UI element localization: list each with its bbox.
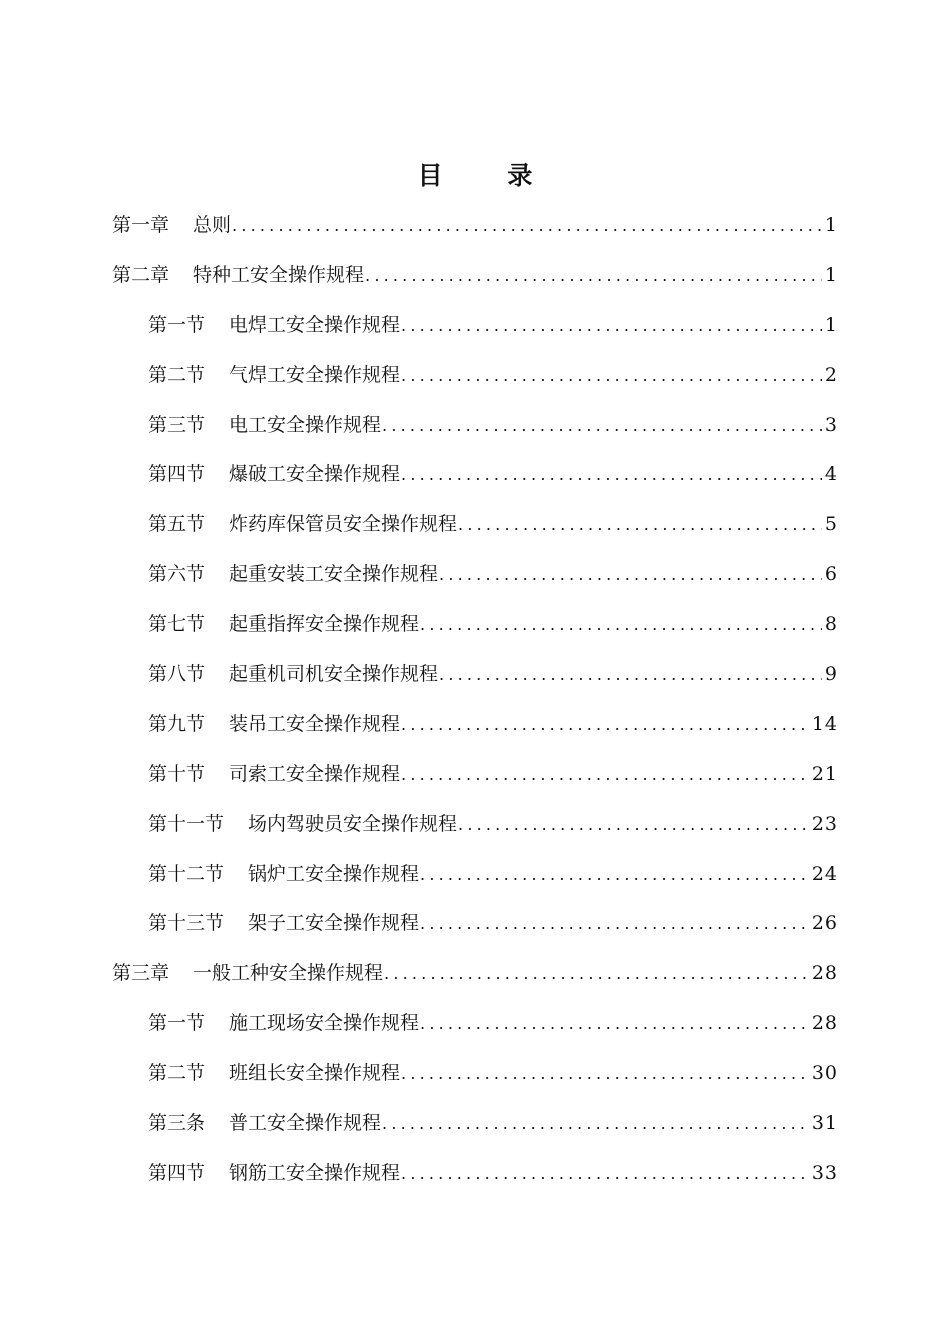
entry-number: 第八节 <box>148 663 206 686</box>
entry-number: 第十二节 <box>148 862 225 885</box>
toc-section-entry[interactable] <box>112 552 838 602</box>
dot-leader <box>420 853 809 897</box>
entry-number: 第二节 <box>148 1062 206 1085</box>
entry-title: 气焊工安全操作规程 <box>229 363 401 386</box>
entry-number: 第三条 <box>148 1112 206 1135</box>
toc-list <box>112 203 838 1201</box>
dot-leader <box>420 603 822 647</box>
entry-number: 第七节 <box>148 613 206 636</box>
entry-page-number: 26 <box>811 912 838 935</box>
entry-number: 第十节 <box>148 762 206 785</box>
entry-page-number: 8 <box>824 613 838 636</box>
entry-page-number: 6 <box>824 563 838 586</box>
toc-section-entry[interactable] <box>112 1001 838 1051</box>
entry-number: 第六节 <box>148 563 206 586</box>
entry-page-number: 2 <box>824 363 838 386</box>
dot-leader <box>401 304 822 348</box>
toc-chapter-entry[interactable] <box>112 253 838 303</box>
entry-title: 施工现场安全操作规程 <box>229 1012 420 1035</box>
entry-number: 第三节 <box>148 413 206 436</box>
entry-page-number: 4 <box>824 463 838 486</box>
toc-section-entry[interactable] <box>112 452 838 502</box>
entry-number: 第二章 <box>112 263 170 286</box>
dot-leader <box>439 553 822 597</box>
dot-leader <box>401 703 809 747</box>
entry-page-number: 28 <box>811 1012 838 1035</box>
entry-number: 第十三节 <box>148 912 225 935</box>
entry-page-number: 31 <box>811 1112 838 1135</box>
entry-title: 起重安装工安全操作规程 <box>229 563 439 586</box>
entry-title: 装吊工安全操作规程 <box>229 712 401 735</box>
dot-leader <box>439 653 822 697</box>
entry-page-number: 24 <box>811 862 838 885</box>
toc-section-entry[interactable] <box>112 652 838 702</box>
toc-section-entry[interactable] <box>112 752 838 802</box>
toc-title: 目 录 <box>417 161 561 190</box>
entry-number: 第二节 <box>148 363 206 386</box>
dot-leader <box>401 753 809 797</box>
entry-number: 第三章 <box>112 962 170 985</box>
entry-number: 第五节 <box>148 513 206 536</box>
entry-number: 第四节 <box>148 1161 206 1184</box>
toc-section-entry[interactable] <box>112 403 838 453</box>
entry-page-number: 1 <box>824 214 838 236</box>
dot-leader <box>458 503 822 547</box>
toc-chapter-entry[interactable] <box>112 951 838 1001</box>
entry-page-number: 1 <box>824 313 838 336</box>
entry-number: 第九节 <box>148 712 206 735</box>
toc-section-entry[interactable] <box>112 1101 838 1151</box>
entry-page-number: 14 <box>811 712 838 735</box>
entry-number: 第一章 <box>112 214 170 236</box>
entry-page-number: 28 <box>811 962 838 985</box>
entry-title: 锅炉工安全操作规程 <box>248 862 420 885</box>
toc-section-entry[interactable] <box>112 802 838 852</box>
toc-section-entry[interactable] <box>112 852 838 902</box>
dot-leader <box>401 1152 809 1196</box>
toc-section-entry[interactable] <box>112 1151 838 1201</box>
entry-page-number: 5 <box>824 513 838 536</box>
dot-leader <box>401 1052 809 1096</box>
entry-page-number: 30 <box>811 1062 838 1085</box>
toc-chapter-entry[interactable] <box>112 203 838 253</box>
toc-section-entry[interactable] <box>112 602 838 652</box>
entry-title: 电焊工安全操作规程 <box>229 313 401 336</box>
entry-title: 班组长安全操作规程 <box>229 1062 401 1085</box>
toc-section-entry[interactable] <box>112 901 838 951</box>
entry-number: 第一节 <box>148 313 206 336</box>
entry-title: 特种工安全操作规程 <box>193 263 365 286</box>
entry-title: 钢筋工安全操作规程 <box>229 1161 401 1184</box>
toc-section-entry[interactable] <box>112 702 838 752</box>
entry-title: 电工安全操作规程 <box>229 413 382 436</box>
entry-page-number: 1 <box>824 263 838 286</box>
entry-number: 第四节 <box>148 463 206 486</box>
toc-section-entry[interactable] <box>112 303 838 353</box>
entry-title: 一般工种安全操作规程 <box>193 962 384 985</box>
entry-number: 第一节 <box>148 1012 206 1035</box>
entry-title: 普工安全操作规程 <box>229 1112 382 1135</box>
toc-section-entry[interactable] <box>112 502 838 552</box>
entry-title: 司索工安全操作规程 <box>229 762 401 785</box>
entry-number: 第十一节 <box>148 812 225 835</box>
dot-leader <box>382 404 822 448</box>
toc-section-entry[interactable] <box>112 353 838 403</box>
dot-leader <box>401 453 822 497</box>
toc-section-entry[interactable] <box>112 1051 838 1101</box>
entry-title: 起重机司机安全操作规程 <box>229 663 439 686</box>
entry-page-number: 33 <box>811 1161 838 1184</box>
entry-title: 总则 <box>193 214 232 236</box>
entry-title: 炸药库保管员安全操作规程 <box>229 513 458 536</box>
dot-leader <box>384 952 809 996</box>
entry-title: 起重指挥安全操作规程 <box>229 613 420 636</box>
entry-title: 架子工安全操作规程 <box>248 912 420 935</box>
entry-page-number: 21 <box>811 762 838 785</box>
entry-title: 场内驾驶员安全操作规程 <box>248 812 458 835</box>
dot-leader <box>382 1102 809 1146</box>
dot-leader <box>401 354 822 398</box>
entry-page-number: 9 <box>824 663 838 686</box>
dot-leader <box>458 803 809 847</box>
entry-page-number: 23 <box>811 812 838 835</box>
dot-leader <box>232 204 822 248</box>
entry-page-number: 3 <box>824 413 838 436</box>
dot-leader <box>420 1002 809 1046</box>
dot-leader <box>365 254 822 298</box>
dot-leader <box>420 902 809 946</box>
entry-title: 爆破工安全操作规程 <box>229 463 401 486</box>
